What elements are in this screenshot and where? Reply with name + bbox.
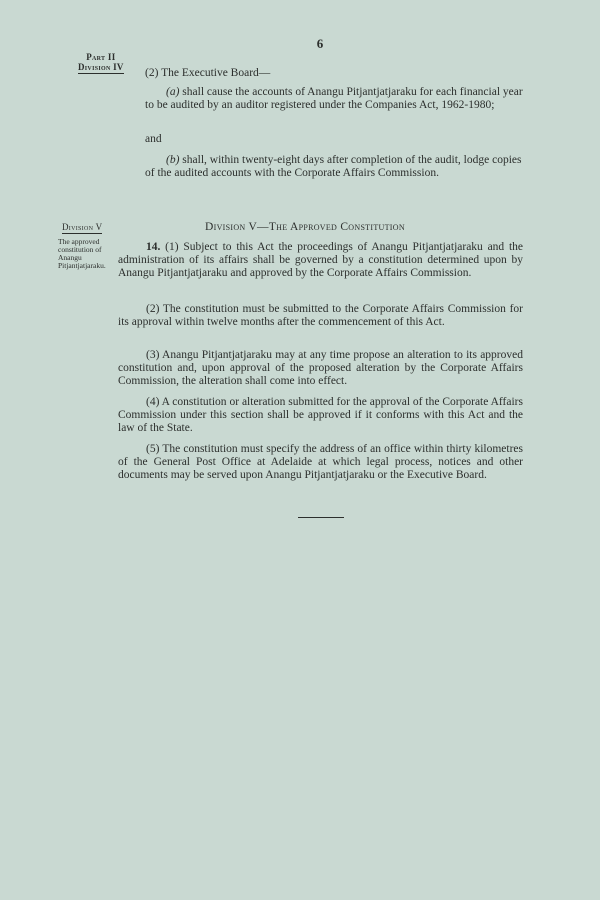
- paragraph-b-text: shall, within twenty-eight days after completion of the audit, lodge copies of the audited accounts with the Corporate Affairs Commission.: [145, 154, 522, 179]
- section-14-sub1-text: (1) Subject to this Act the proceedings of Anangu Pitjantjatjaraku and the administration of its affairs shall be governed by a constitution determined upon by Anangu Pitjantjatjaraku and approved by the Corporate Affairs Commission.: [118, 241, 524, 279]
- section-14-subsection-3: (3) Anangu Pitjantjatjaraku may at any time propose an alteration to its approved constitution and, upon approval of the proposed alteration by the Corporate Affairs Commission, the alteration shall come into effect.: [118, 349, 523, 387]
- end-rule: [298, 517, 344, 518]
- division-v-heading: Division V—The Approved Constitution: [205, 221, 405, 233]
- margin-division-v-label: Division V: [62, 222, 103, 232]
- margin-approved-constitution-note: The approved constitution of Anangu Pitjantjatjaraku.: [58, 237, 106, 270]
- margin-part-division: [78, 52, 124, 74]
- paragraph-a-label: (a): [166, 86, 180, 98]
- margin-division-iv-label: Division IV: [78, 62, 124, 72]
- section-14-subsection-5: (5) The constitution must specify the address of an office within thirty kilometres of the General Post Office at Adelaide at which legal process, notices and other documents may be served upon Anangu Pitjantjatjaraku or the Executive Board.: [118, 443, 523, 481]
- section-14-subsection-1: [118, 241, 523, 280]
- page-number: 6: [316, 36, 324, 51]
- section-14-subsection-4: (4) A constitution or alteration submitted for the approval of the Corporate Affairs Commission under this section shall be approved if it conforms with this Act and the law of the State.: [118, 396, 523, 434]
- section-14-subsection-2: (2) The constitution must be submitted to the Corporate Affairs Commission for its approval within twelve months after the commencement of this Act.: [118, 303, 523, 328]
- paragraph-a-text: shall cause the accounts of Anangu Pitjantjatjaraku for each financial year to be audited by an auditor registered under the Companies Act, 1962-1980;: [145, 86, 523, 111]
- executive-board-heading: (2) The Executive Board—: [145, 67, 271, 79]
- margin-part-label: Part II: [86, 52, 116, 62]
- paragraph-a: [145, 86, 523, 112]
- and-connector: and: [145, 133, 162, 145]
- paragraph-b-label: (b): [166, 154, 180, 166]
- paragraph-b: [145, 154, 523, 180]
- section-14-number: 14.: [146, 241, 161, 253]
